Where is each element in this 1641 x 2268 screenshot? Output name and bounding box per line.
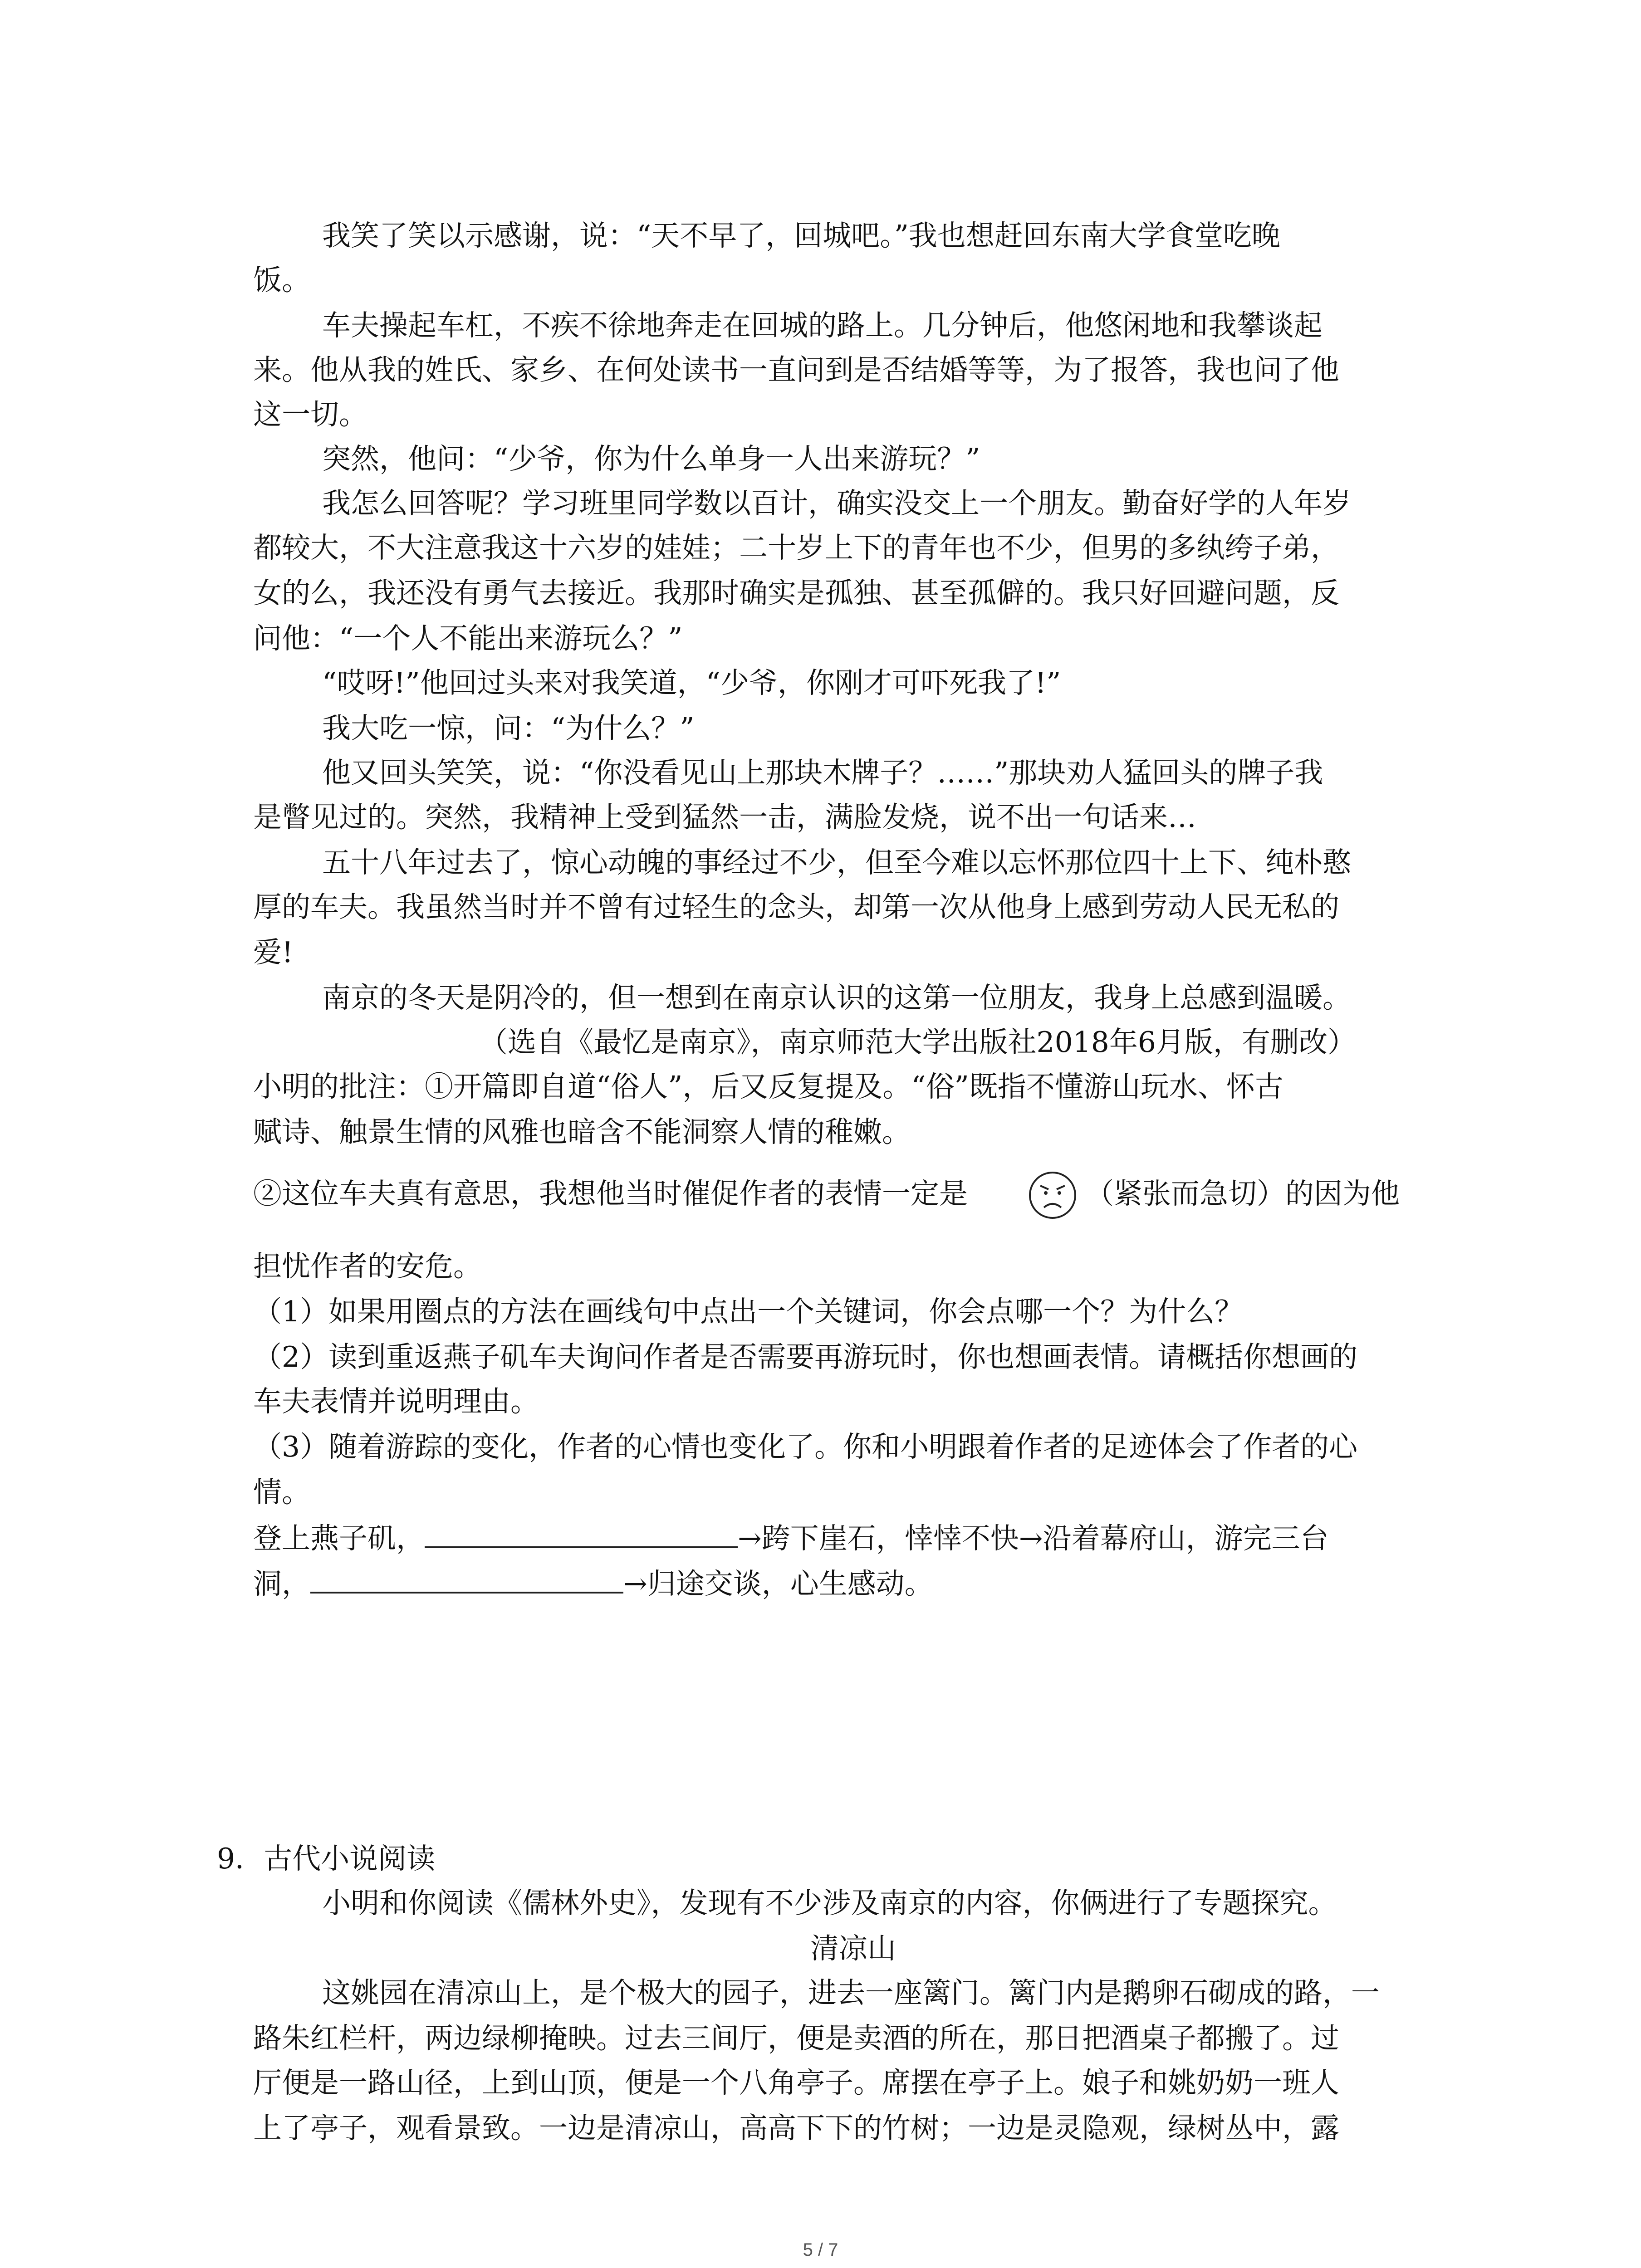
text-line: 南京的冬天是阴冷的，但一想到在南京认识的这第一位朋友，我身上总感到温暖。 bbox=[322, 981, 1351, 1014]
annotation-line: 赋诗、触景生情的风雅也暗含不能洞察人情的稚嫩。 bbox=[253, 1115, 911, 1149]
fill-in-line bbox=[253, 1569, 933, 1598]
question-line: 车夫表情并说明理由。 bbox=[253, 1385, 539, 1418]
annotation-line: 担忧作者的安危。 bbox=[253, 1250, 482, 1283]
fill-in-prefix: 登上燕子矶， bbox=[253, 1522, 425, 1555]
text-line: 厅便是一路山径，上到山顶，便是一个八角亭子。席摆在亭子上。娘子和姚奶奶一班人 bbox=[253, 2066, 1339, 2099]
text-line: 来。他从我的姓氏、家乡、在何处读书一直问到是否结婚等等，为了报答，我也问了他 bbox=[253, 353, 1339, 386]
text-line: 都较大，不大注意我这十六岁的娃娃；二十岁上下的青年也不少，但男的多纨绔子弟， bbox=[253, 531, 1339, 564]
text-line: 饭。 bbox=[253, 264, 310, 297]
text-line: 这一切。 bbox=[253, 398, 367, 431]
text-line: 上了亭子，观看景致。一边是清凉山，高高下下的竹树；一边是灵隐观，绿树丛中，露 bbox=[253, 2112, 1339, 2145]
text-line: 这姚园在清凉山上，是个极大的园子，进去一座篱门。篱门内是鹅卵石砌成的路，一 bbox=[322, 1976, 1380, 2009]
text-line: 他又回头笑笑，说：“你没看见山上那块木牌子？……”那块劝人猛回头的牌子我 bbox=[322, 756, 1323, 789]
text-line: 我大吃一惊，问：“为什么？” bbox=[322, 712, 695, 745]
text-line: 路朱红栏杆，两边绿柳掩映。过去三间厅，便是卖酒的所在，那日把酒桌子都搬了。过 bbox=[253, 2022, 1339, 2055]
source-citation: （选自《最忆是南京》，南京师范大学出版社2018年6月版，有删改） bbox=[479, 1026, 1356, 1059]
text-line: 问他：“一个人不能出来游玩么？” bbox=[253, 622, 683, 655]
text-line: 车夫操起车杠，不疾不徐地奔走在回城的路上。几分钟后，他悠闲地和我攀谈起 bbox=[322, 309, 1323, 342]
text-line: 我笑了笑以示感谢，说：“天不早了，回城吧。”我也想赶回东南大学食堂吃晚 bbox=[322, 219, 1280, 252]
text-line: 我怎么回答呢？学习班里同学数以百计，确实没交上一个朋友。勤奋好学的人年岁 bbox=[322, 487, 1351, 520]
question-line: （3）随着游踪的变化，作者的心情也变化了。你和小明跟着作者的足迹体会了作者的心 bbox=[253, 1430, 1358, 1463]
fill-in-line bbox=[253, 1524, 1329, 1553]
annotation-line: 小明的批注：①开篇即自道“俗人”，后又反复提及。“俗”既指不懂游山玩水、怀古 bbox=[253, 1070, 1283, 1103]
text-line: 厚的车夫。我虽然当时并不曾有过轻生的念头，却第一次从他身上感到劳动人民无私的 bbox=[253, 890, 1339, 924]
fill-in-suffix: →归途交谈，心生感动。 bbox=[623, 1567, 933, 1600]
text-line: 突然，他问：“少爷，你为什么单身一人出来游玩？” bbox=[322, 442, 980, 475]
question-line: （2）读到重返燕子矶车夫询问作者是否需要再游玩时，你也想画表情。请概括你想画的 bbox=[253, 1340, 1358, 1374]
annotation-line: ②这位车夫真有意思，我想他当时催促作者的表情一定是 bbox=[253, 1177, 968, 1210]
tense-face-icon bbox=[1028, 1170, 1078, 1220]
text-line: 爱! bbox=[253, 936, 294, 969]
fill-in-suffix: →跨下崖石，悻悻不快→沿着幕府山，游完三台 bbox=[738, 1522, 1329, 1555]
fill-in-prefix: 洞， bbox=[253, 1567, 310, 1600]
answer-blank[interactable] bbox=[310, 1587, 623, 1593]
question-line: 情。 bbox=[253, 1476, 310, 1509]
page-number: 5 / 7 bbox=[803, 2240, 838, 2260]
text-line: 五十八年过去了，惊心动魄的事经过不少，但至今难以忘怀那位四十上下、纯朴憨 bbox=[322, 846, 1351, 879]
text-line: “哎呀!”他回过头来对我笑道，“少爷，你刚才可吓死我了!” bbox=[322, 666, 1061, 699]
text-line: 是瞥见过的。突然，我精神上受到猛然一击，满脸发烧，说不出一句话来… bbox=[253, 801, 1196, 834]
annotation-line: （紧张而急切）的因为他 bbox=[1085, 1177, 1400, 1210]
text-line: 女的么，我还没有勇气去接近。我那时确实是孤独、甚至孤僻的。我只好回避问题，反 bbox=[253, 577, 1339, 610]
section-heading: 9．古代小说阅读 bbox=[217, 1842, 436, 1875]
question-line: （1）如果用圈点的方法在画线句中点出一个关键词，你会点哪一个？为什么？ bbox=[253, 1295, 1244, 1328]
passage-title: 清凉山 bbox=[810, 1932, 896, 1965]
answer-blank[interactable] bbox=[425, 1542, 738, 1548]
text-line: 小明和你阅读《儒林外史》，发现有不少涉及南京的内容，你俩进行了专题探究。 bbox=[322, 1887, 1337, 1920]
